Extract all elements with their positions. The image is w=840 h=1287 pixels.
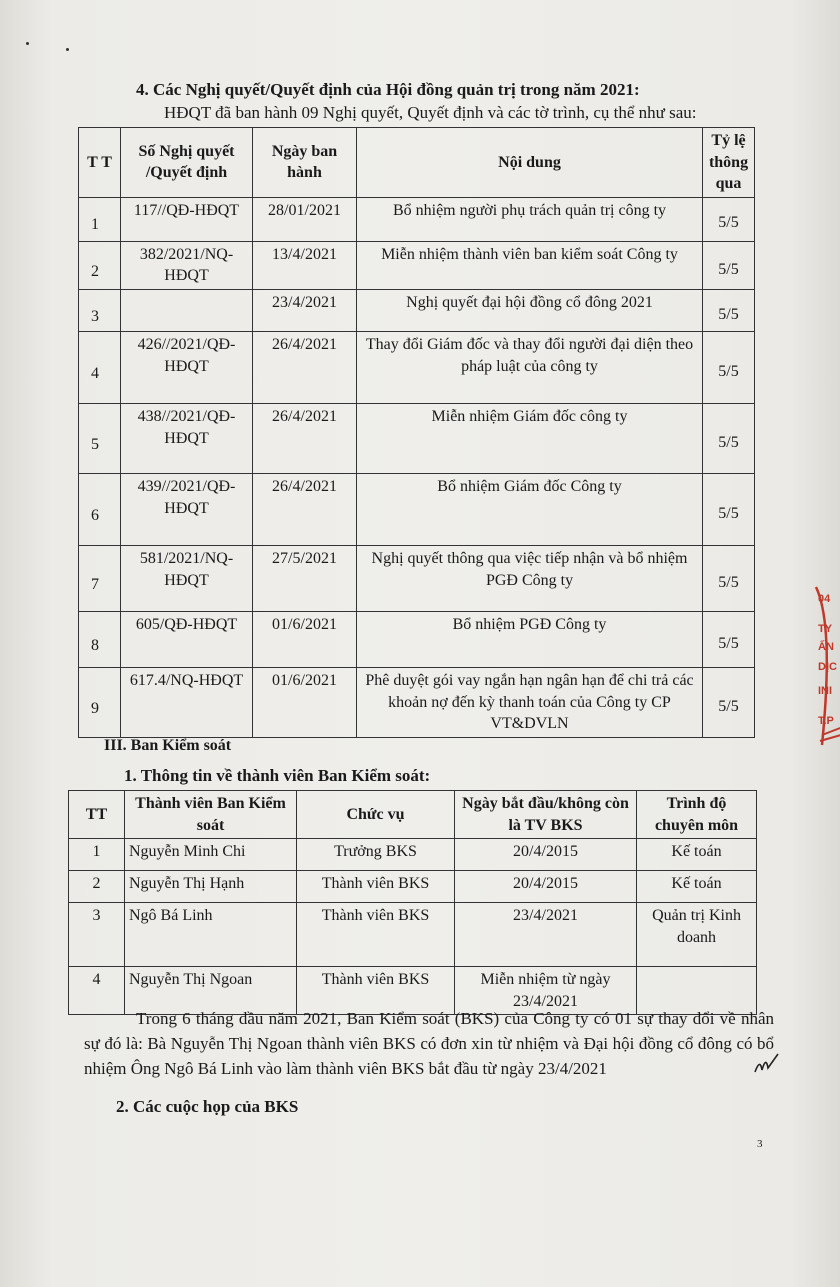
position: Trưởng BKS <box>297 839 455 871</box>
resolution-number: 426//2021/QĐ-HĐQT <box>121 331 253 403</box>
term-date: 20/4/2015 <box>455 839 637 871</box>
table-row <box>79 289 755 331</box>
section-3-sub2: 2. Các cuộc họp của BKS <box>116 1097 299 1116</box>
row-number: 6 <box>79 473 121 545</box>
issue-date: 26/4/2021 <box>253 331 357 403</box>
issue-date: 01/6/2021 <box>253 611 357 667</box>
table-row <box>69 839 757 871</box>
table-header-row <box>69 791 757 839</box>
table-header-row <box>79 128 755 198</box>
table-row <box>79 197 755 241</box>
position: Thành viên BKS <box>297 903 455 967</box>
header-so: Số Nghị quyết /Quyết định <box>121 128 253 198</box>
row-number: 4 <box>79 331 121 403</box>
issue-date: 13/4/2021 <box>253 241 357 289</box>
resolution-number: 117//QĐ-HĐQT <box>121 197 253 241</box>
table-row <box>79 241 755 289</box>
page-number: 3 <box>757 1138 763 1150</box>
header-tt: T T <box>79 128 121 198</box>
row-number: 5 <box>79 403 121 473</box>
table-row <box>79 611 755 667</box>
row-number: 8 <box>79 611 121 667</box>
resolution-number: 617.4/NQ-HĐQT <box>121 667 253 737</box>
stamp-text: ẤN <box>818 641 834 653</box>
content: Thay đổi Giám đốc và thay đổi người đại diện theo pháp luật của công ty <box>357 331 703 403</box>
table-row <box>79 403 755 473</box>
supervisory-board-table <box>68 790 757 1015</box>
speck <box>66 48 69 51</box>
row-number: 1 <box>69 839 125 871</box>
member-name: Nguyễn Thị Ngoan <box>125 967 297 1015</box>
header-tt: TT <box>69 791 125 839</box>
qualification: Kế toán <box>637 871 757 903</box>
issue-date: 01/6/2021 <box>253 667 357 737</box>
approval-rate: 5/5 <box>703 667 755 737</box>
row-number: 7 <box>79 545 121 611</box>
row-number: 9 <box>79 667 121 737</box>
issue-date: 27/5/2021 <box>253 545 357 611</box>
member-name: Ngô Bá Linh <box>125 903 297 967</box>
paragraph-text: Trong 6 tháng đầu năm 2021, Ban Kiểm soát (BKS) của Công ty có 01 sự thay đổi về nhân sự đó là: Bà Nguyễn Thị Ngoan thành viên BKS có đơn xin từ nhiệm và Đại hội đồng cổ đông có bổ nhiệm Ông Ngô Bá Linh vào làm thành viên BKS bắt đầu từ ngày 23/4/2021 <box>84 1009 774 1078</box>
section-4-intro: HĐQT đã ban hành 09 Nghị quyết, Quyết định và các tờ trình, cụ thể như sau: <box>164 103 697 122</box>
resolution-number: 438//2021/QĐ-HĐQT <box>121 403 253 473</box>
stamp-text: TY <box>818 623 833 635</box>
position: Thành viên BKS <box>297 967 455 1015</box>
term-date: Miễn nhiệm từ ngày 23/4/2021 <box>455 967 637 1015</box>
section-3-heading: III. Ban Kiểm soát <box>104 737 232 754</box>
content: Nghị quyết đại hội đồng cổ đông 2021 <box>357 289 703 331</box>
header-trinhdo: Trình độ chuyên môn <box>637 791 757 839</box>
section-4-heading: 4. Các Nghị quyết/Quyết định của Hội đồng quản trị trong năm 2021: <box>136 80 640 99</box>
handwritten-initial-mark <box>752 1052 782 1080</box>
content: Miễn nhiệm thành viên ban kiểm soát Công ty <box>357 241 703 289</box>
stamp-text: T.P <box>818 715 834 727</box>
resolution-number: 382/2021/NQ-HĐQT <box>121 241 253 289</box>
speck <box>26 42 29 45</box>
content: Nghị quyết thông qua việc tiếp nhận và bổ nhiệm PGĐ Công ty <box>357 545 703 611</box>
approval-rate: 5/5 <box>703 331 755 403</box>
table-row <box>79 667 755 737</box>
content: Bổ nhiệm người phụ trách quản trị công ty <box>357 197 703 241</box>
red-stamp <box>812 585 840 745</box>
stamp-text: 04 <box>818 593 831 605</box>
content: Phê duyệt gói vay ngắn hạn ngân hạn để chi trả các khoản nợ đến kỳ thanh toán của Công ty CP VT&DVLN <box>357 667 703 737</box>
table-row <box>79 545 755 611</box>
resolution-number <box>121 289 253 331</box>
stamp-text: INI <box>818 685 833 697</box>
approval-rate: 5/5 <box>703 473 755 545</box>
row-number: 3 <box>69 903 125 967</box>
term-date: 20/4/2015 <box>455 871 637 903</box>
section-3-sub1: 1. Thông tin về thành viên Ban Kiểm soát: <box>124 766 431 785</box>
header-ngay: Ngày ban hành <box>253 128 357 198</box>
table-row <box>79 473 755 545</box>
content: Bổ nhiệm PGĐ Công ty <box>357 611 703 667</box>
table-row <box>79 331 755 403</box>
header-ngay: Ngày bắt đầu/không còn là TV BKS <box>455 791 637 839</box>
qualification: Quản trị Kinh doanh <box>637 903 757 967</box>
issue-date: 26/4/2021 <box>253 473 357 545</box>
header-tyle: Tỷ lệ thông qua <box>703 128 755 198</box>
issue-date: 26/4/2021 <box>253 403 357 473</box>
resolution-number: 439//2021/QĐ-HĐQT <box>121 473 253 545</box>
resolutions-table <box>78 127 755 738</box>
header-ten: Thành viên Ban Kiểm soát <box>125 791 297 839</box>
row-number: 2 <box>79 241 121 289</box>
member-name: Nguyễn Minh Chi <box>125 839 297 871</box>
approval-rate: 5/5 <box>703 289 755 331</box>
stamp-text: DỊC <box>818 661 837 673</box>
issue-date: 28/01/2021 <box>253 197 357 241</box>
row-number: 4 <box>69 967 125 1015</box>
position: Thành viên BKS <box>297 871 455 903</box>
header-chucvu: Chức vụ <box>297 791 455 839</box>
row-number: 1 <box>79 197 121 241</box>
member-name: Nguyễn Thị Hạnh <box>125 871 297 903</box>
approval-rate: 5/5 <box>703 197 755 241</box>
table-row <box>69 871 757 903</box>
approval-rate: 5/5 <box>703 403 755 473</box>
header-noidung: Nội dung <box>357 128 703 198</box>
section-3-paragraph <box>84 1006 774 1081</box>
qualification: Kế toán <box>637 839 757 871</box>
row-number: 2 <box>69 871 125 903</box>
table-row <box>69 903 757 967</box>
approval-rate: 5/5 <box>703 241 755 289</box>
term-date: 23/4/2021 <box>455 903 637 967</box>
row-number: 3 <box>79 289 121 331</box>
content: Bổ nhiệm Giám đốc Công ty <box>357 473 703 545</box>
resolution-number: 581/2021/NQ-HĐQT <box>121 545 253 611</box>
content: Miễn nhiệm Giám đốc công ty <box>357 403 703 473</box>
approval-rate: 5/5 <box>703 611 755 667</box>
resolution-number: 605/QĐ-HĐQT <box>121 611 253 667</box>
issue-date: 23/4/2021 <box>253 289 357 331</box>
approval-rate: 5/5 <box>703 545 755 611</box>
